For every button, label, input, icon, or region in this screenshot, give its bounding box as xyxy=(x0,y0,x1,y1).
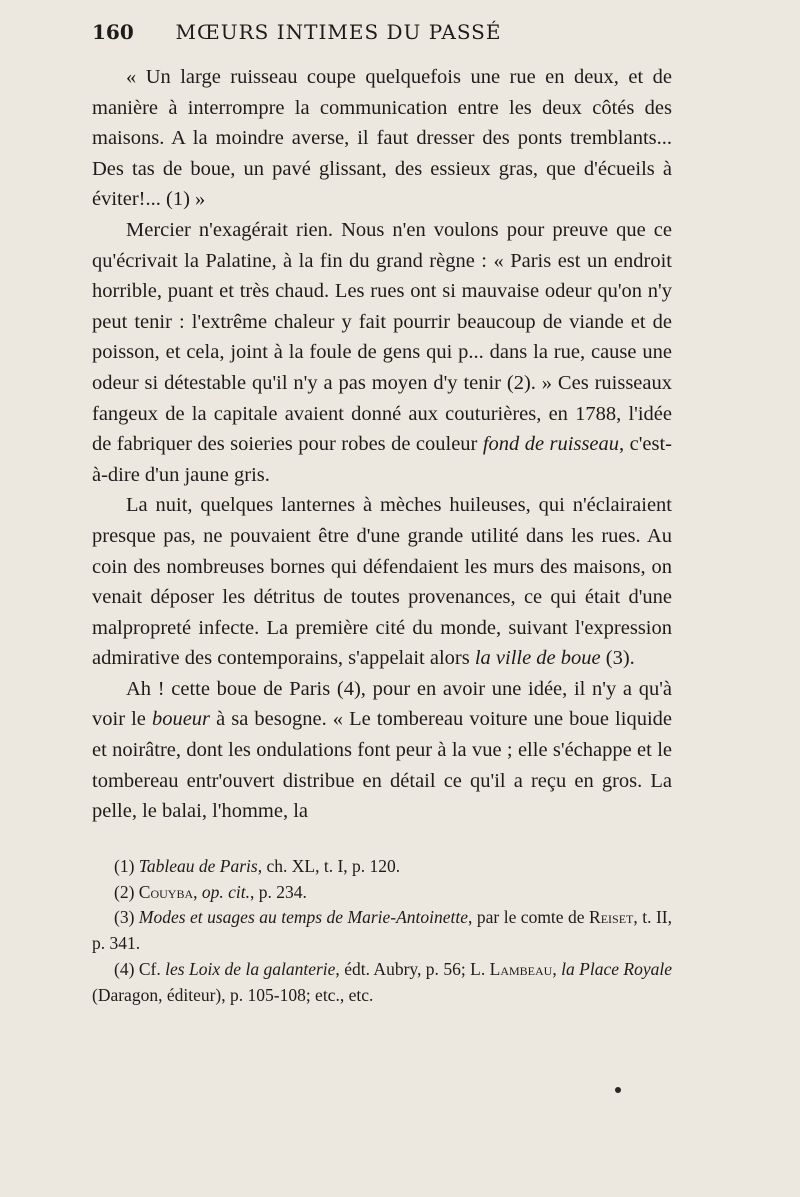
paragraph-4-text: Ah ! cette boue de Paris (4), pour en avoir une idée, il n'y a qu'à voir le xyxy=(92,677,672,731)
body-text xyxy=(92,62,672,827)
footnote-1-number: (1) xyxy=(114,856,139,876)
running-title: MŒURS INTIMES DU PASSÉ xyxy=(175,20,502,44)
footnote-4-author: Lambeau xyxy=(489,958,553,979)
paragraph-1-text: « Un large ruisseau coupe quelquefois une rue en deux, et de manière à interrompre la communication entre les deux côtés des maisons. A la moindre averse, il faut dresser des ponts tremblants... Des tas de boue, un pavé glissant, des essieux gras, que d'écueils à éviter!... (1) » xyxy=(92,66,672,211)
paragraph-2-tail: , c'est-à-dire d'un jaune gris. xyxy=(92,433,672,486)
footnote-2-opcit: op. cit. xyxy=(201,881,250,902)
footnote-4-reference: (Daragon, éditeur), p. 105-108; etc., etc. xyxy=(92,984,374,1005)
footnote-3-mid: , par le comte de xyxy=(468,907,590,928)
footnote-1-title: Tableau de Paris xyxy=(138,856,258,876)
footnote-4-title: les Loix de la galanterie xyxy=(165,958,336,979)
footnote-4 xyxy=(92,957,672,1008)
paragraph-4-emphasis: boueur xyxy=(151,708,211,731)
footnote-3 xyxy=(92,905,672,956)
footnote-4-separator: , xyxy=(552,958,562,979)
footnote-2-number: (2) xyxy=(114,881,139,902)
paragraph-3 xyxy=(92,490,672,674)
page-number: 160 xyxy=(92,20,134,44)
paragraph-3-tail: (3). xyxy=(600,647,635,670)
footnote-2-reference: , p. 234. xyxy=(250,881,307,902)
paragraph-4 xyxy=(92,674,672,827)
paragraph-3-emphasis: la ville de boue xyxy=(474,647,601,670)
footnote-3-title: Modes et usages au temps de Marie-Antoinette xyxy=(138,907,469,928)
footnote-2 xyxy=(92,880,672,906)
footnote-1 xyxy=(92,854,672,880)
footnote-2-author: Couyba xyxy=(138,881,194,902)
paragraph-4-tail: à sa besogne. « Le tombereau voiture une boue liquide et noirâtre, dont les ondulations font peur à la vue ; elle s'échappe et le tombereau entr'ouvert distribue en détail ce qu'il a reçu en gros. La pelle, le balai, l'homme, la xyxy=(92,708,672,823)
footnote-2-separator: , xyxy=(193,881,202,902)
page-header xyxy=(92,20,585,48)
paragraph-1 xyxy=(92,62,672,215)
paragraph-2-emphasis: fond de ruisseau xyxy=(482,433,620,456)
footnote-4-mid: , édt. Aubry, p. 56; L. xyxy=(335,958,490,979)
footnote-4-number: (4) Cf. xyxy=(114,958,166,979)
paragraph-2-text: Mercier n'exagérait rien. Nous n'en voulons pour preuve que ce qu'écrivait la Palatine, à la fin du grand règne : « Paris est un endroit horrible, puant et très chaud. Les rues ont si mauvaise odeur qu'on n'y peut tenir : l'extrême chaleur y fait pourrir beaucoup de viande et de poisson, et cela, joint à la foule de gens qui p... dans la rue, cause une odeur si détestable qu'il n'y a pas moyen d'y tenir (2). » Ces ruisseaux fangeux de la capitale avaient donné aux couturières, en 1788, l'idée de fabriquer des soieries pour robes de couleur xyxy=(92,218,672,456)
footnote-1-reference: , ch. XL, t. I, p. 120. xyxy=(257,856,401,876)
footnote-3-number: (3) xyxy=(114,907,139,928)
ink-speck xyxy=(615,1087,621,1093)
footnote-4-title-2: la Place Royale xyxy=(561,958,672,979)
paragraph-3-text: La nuit, quelques lanternes à mèches huileuses, qui n'éclairaient presque pas, ne pouvaient être d'une grande utilité dans les rues. Au coin des nombreuses bornes qui défendaient les murs des maisons, on venait déposer les détritus de toutes provenances, ce qui était d'une malpropreté infecte. La première cité du monde, suivant l'expression admirative des contemporains, s'appelait alors xyxy=(92,494,672,670)
footnotes xyxy=(92,854,672,1008)
paragraph-2 xyxy=(92,215,672,490)
footnote-3-author: Reiset xyxy=(589,907,634,928)
footnote-3-reference: , t. II, p. 341. xyxy=(92,907,672,954)
